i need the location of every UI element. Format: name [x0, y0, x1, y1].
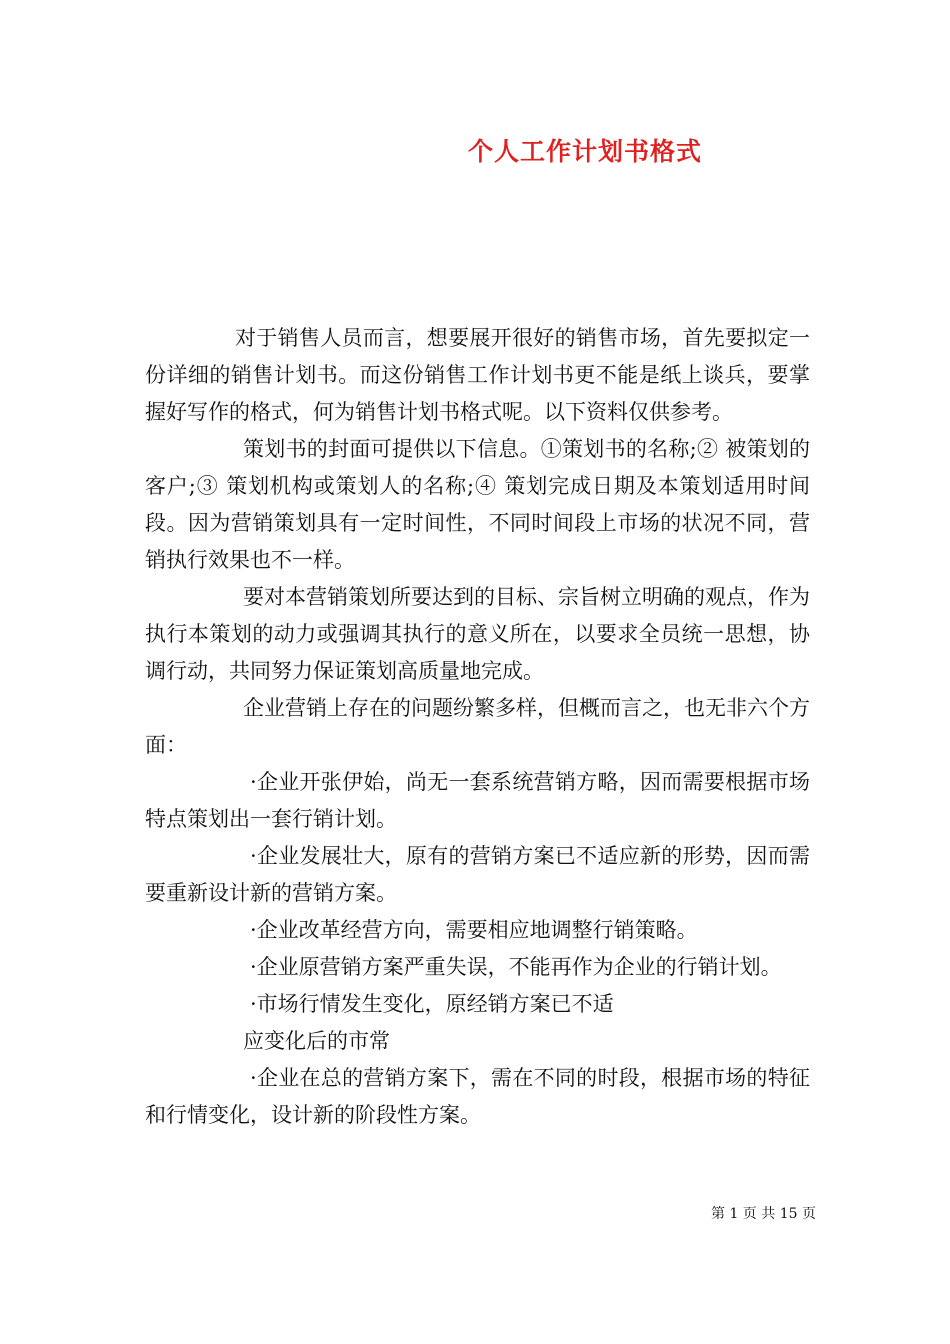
bullet-item-4: ·企业原营销方案严重失误，不能再作为企业的行销计划。 [250, 955, 782, 979]
document-body [145, 320, 810, 1134]
paragraph-intro: 对于销售人员而言，想要展开很好的销售市场，首先要拟定一份详细的销售计划书。而这份销售工作计划书更不能是纸上谈兵，要掌握好写作的格式，何为销售计划书格式呢。以下资料仅供参考。 [145, 326, 810, 424]
bullet-item-2: ·企业发展壮大，原有的营销方案已不适应新的形势，因而需要重新设计新的营销方案。 [145, 844, 810, 905]
bullet-item-6: ·企业在总的营销方案下，需在不同的时段，根据市场的特征和行情变化，设计新的阶段性方案。 [145, 1066, 810, 1127]
bullet-item-5-continuation: 应变化后的市常 [243, 1029, 390, 1053]
paragraph-cover-info: 策划书的封面可提供以下信息。①策划书的名称;② 被策划的客户;③ 策划机构或策划人的名称;④ 策划完成日期及本策划适用时间段。因为营销策划具有一定时间性，不同时间段上市场的状况不同，营销执行效果也不一样。 [145, 437, 810, 572]
paragraph-problems: 企业营销上存在的问题纷繁多样，但概而言之，也无非六个方面： [145, 696, 810, 757]
bullet-item-1: ·企业开张伊始，尚无一套系统营销方略，因而需要根据市场特点策划出一套行销计划。 [145, 770, 810, 831]
bullet-item-5: ·市场行情发生变化，原经销方案已不适 [250, 992, 614, 1016]
bullet-item-3: ·企业改革经营方向，需要相应地调整行销策略。 [250, 918, 698, 942]
page-number-footer: 第 1 页 共 15 页 [711, 1206, 816, 1222]
document-title: 个人工作计划书格式 [468, 137, 703, 166]
paragraph-goals: 要对本营销策划所要达到的目标、宗旨树立明确的观点，作为执行本策划的动力或强调其执行的意义所在，以要求全员统一思想，协调行动，共同努力保证策划高质量地完成。 [145, 585, 810, 683]
